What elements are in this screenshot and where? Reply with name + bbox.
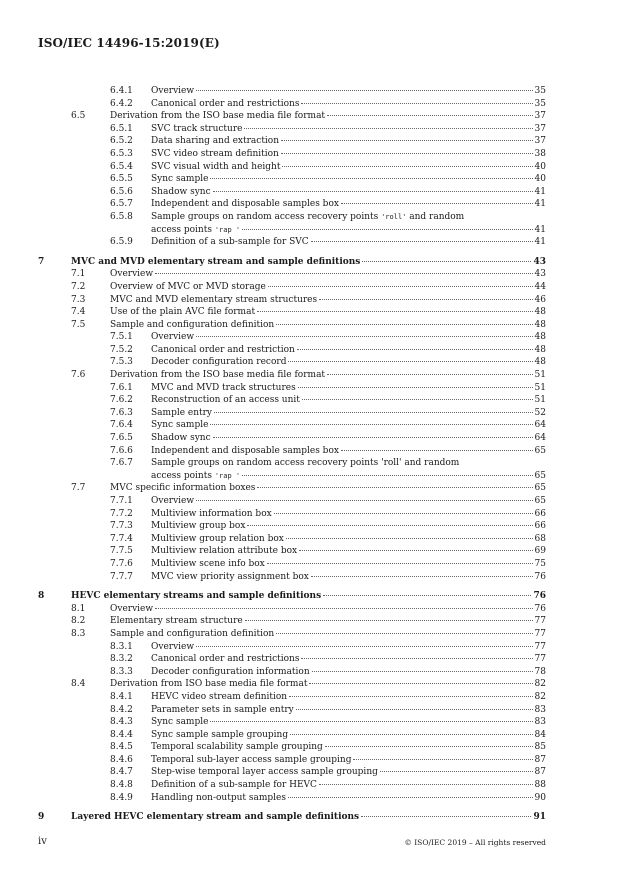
toc-entry-page: 37 bbox=[534, 111, 546, 122]
toc-entry-page: 76 bbox=[533, 591, 546, 602]
leader-dots bbox=[325, 746, 533, 747]
toc-entry-number: 7.5.1 bbox=[110, 332, 133, 343]
toc-entry[interactable] bbox=[38, 766, 546, 779]
toc-entry-number: 7.2 bbox=[71, 281, 86, 292]
leader-dots bbox=[196, 336, 532, 337]
toc-entry-title: Shadow sync bbox=[151, 433, 211, 444]
toc-entry-page: 85 bbox=[534, 742, 546, 753]
toc-entry-number: 8.4.3 bbox=[110, 717, 133, 728]
toc-entry-title-cont: access points bbox=[151, 224, 215, 235]
leader-dots bbox=[309, 683, 532, 684]
toc-entry-title: Reconstruction of an access unit bbox=[151, 395, 300, 406]
toc-entry-number: 7.7.5 bbox=[110, 546, 133, 557]
page-number: iv bbox=[38, 836, 47, 847]
toc-entry[interactable] bbox=[38, 603, 546, 616]
toc-entry[interactable] bbox=[38, 198, 546, 211]
leader-dots bbox=[257, 487, 532, 488]
toc-entry-page: 83 bbox=[534, 717, 546, 728]
toc-entry-page: 64 bbox=[534, 420, 546, 431]
toc-entry-number: 7.6.1 bbox=[110, 382, 133, 393]
toc-entry-page: 65 bbox=[534, 445, 546, 456]
toc-entry-page: 75 bbox=[534, 558, 546, 569]
leader-dots bbox=[361, 816, 531, 817]
leader-dots bbox=[288, 361, 532, 362]
toc-entry-number: 7.6.4 bbox=[110, 420, 133, 431]
leader-dots bbox=[245, 620, 533, 621]
toc-entry-title: Layered HEVC elementary stream and sample definitions bbox=[71, 812, 360, 823]
toc-entry-number: 8.4.7 bbox=[110, 767, 133, 778]
leader-dots bbox=[311, 576, 533, 577]
toc-entry-title: Multiview scene info box bbox=[151, 558, 265, 569]
toc-entry-title: Decoder configuration record bbox=[151, 357, 287, 368]
toc-entry-title: MVC and MVD elementary stream structures bbox=[110, 294, 318, 305]
leader-dots bbox=[380, 771, 533, 772]
toc-entry[interactable] bbox=[38, 628, 546, 641]
leader-dots bbox=[213, 437, 533, 438]
leader-dots bbox=[323, 595, 531, 596]
toc-entry-page: 37 bbox=[534, 136, 546, 147]
leader-dots bbox=[210, 424, 532, 425]
toc-entry[interactable] bbox=[38, 482, 546, 495]
toc-entry-number: 7.6.5 bbox=[110, 433, 133, 444]
toc-entry[interactable] bbox=[38, 641, 546, 654]
toc-entry-page: 78 bbox=[534, 666, 546, 677]
toc-entry-title: Overview bbox=[151, 641, 195, 652]
toc-entry-title: Sync sample bbox=[151, 717, 209, 728]
toc-entry[interactable] bbox=[38, 110, 546, 123]
toc-entry[interactable] bbox=[38, 653, 546, 666]
toc-entry-page: 51 bbox=[534, 395, 546, 406]
table-of-contents bbox=[38, 85, 546, 824]
toc-entry-title: SVC track structure bbox=[151, 123, 243, 134]
toc-entry[interactable] bbox=[38, 369, 546, 382]
toc-entry[interactable] bbox=[38, 211, 546, 236]
toc-entry-page: 46 bbox=[534, 294, 546, 305]
toc-entry[interactable] bbox=[38, 173, 546, 186]
toc-entry[interactable] bbox=[38, 186, 546, 199]
toc-entry-page: 69 bbox=[534, 546, 546, 557]
toc-entry-title: Sample and configuration definition bbox=[110, 628, 275, 639]
toc-entry-number: 7.6.3 bbox=[110, 407, 133, 418]
toc-entry-title: Independent and disposable samples box bbox=[151, 445, 339, 456]
toc-entry-page: 84 bbox=[534, 729, 546, 740]
toc-entry-number: 7.7.6 bbox=[110, 558, 133, 569]
leader-dots bbox=[289, 696, 532, 697]
toc-entry-number: 7.7.3 bbox=[110, 521, 133, 532]
toc-entry-number: 6.5.5 bbox=[110, 174, 133, 185]
leader-dots bbox=[210, 721, 532, 722]
toc-entry-number: 7.6.6 bbox=[110, 445, 133, 456]
leader-dots bbox=[242, 475, 532, 476]
toc-entry-number: 6.5.1 bbox=[110, 123, 133, 134]
leader-dots bbox=[286, 538, 533, 539]
toc-entry-page: 51 bbox=[534, 370, 546, 381]
toc-entry-title: Canonical order and restrictions bbox=[151, 654, 300, 665]
toc-entry-number: 9 bbox=[38, 812, 45, 823]
toc-entry-title: Parameter sets in sample entry bbox=[151, 704, 294, 715]
leader-dots bbox=[327, 115, 533, 116]
leader-dots bbox=[242, 229, 532, 230]
toc-entry[interactable] bbox=[38, 135, 546, 148]
toc-entry-page: 77 bbox=[534, 628, 546, 639]
leader-dots bbox=[353, 759, 532, 760]
toc-entry[interactable] bbox=[38, 678, 546, 691]
toc-entry-page: 44 bbox=[534, 281, 546, 292]
toc-entry-number: 6.5.8 bbox=[110, 211, 133, 222]
toc-entry-title: Temporal scalability sample grouping bbox=[151, 742, 323, 753]
toc-entry-page: 90 bbox=[534, 792, 546, 803]
toc-entry-page: 38 bbox=[534, 148, 546, 159]
toc-entry[interactable] bbox=[38, 281, 546, 294]
toc-entry-number: 6.5.2 bbox=[110, 136, 133, 147]
toc-entry-title: Sync sample bbox=[151, 174, 209, 185]
document-header: ISO/IEC 14496-15:2019(E) bbox=[38, 36, 220, 50]
toc-entry-title: Definition of a sub-sample for HEVC bbox=[151, 780, 317, 791]
toc-entry-number: 8.3.3 bbox=[110, 666, 133, 677]
toc-entry-number: 8.4 bbox=[71, 679, 86, 690]
leader-dots bbox=[257, 311, 532, 312]
toc-entry-page: 82 bbox=[534, 691, 546, 702]
toc-entry-title: Multiview information box bbox=[151, 508, 272, 519]
toc-entry-title: MVC view priority assignment box bbox=[151, 571, 309, 582]
toc-entry-title: SVC visual width and height bbox=[151, 161, 281, 172]
toc-entry[interactable] bbox=[38, 716, 546, 729]
leader-dots bbox=[196, 90, 532, 91]
toc-entry-title: Shadow sync bbox=[151, 186, 211, 197]
toc-entry-page: 91 bbox=[533, 812, 546, 823]
toc-entry-number: 8.3.2 bbox=[110, 654, 133, 665]
leader-dots bbox=[155, 608, 532, 609]
toc-entry-page: 40 bbox=[534, 161, 546, 172]
leader-dots bbox=[155, 273, 532, 274]
toc-entry-number: 6.5.3 bbox=[110, 148, 133, 159]
toc-entry-page: 87 bbox=[534, 754, 546, 765]
leader-dots bbox=[210, 178, 532, 179]
toc-entry-title: Definition of a sub-sample for SVC bbox=[151, 237, 309, 248]
toc-entry-title-part: and random bbox=[406, 211, 465, 222]
toc-entry[interactable] bbox=[38, 520, 546, 533]
toc-entry-title: Canonical order and restrictions bbox=[151, 98, 300, 109]
leader-dots bbox=[276, 633, 532, 634]
toc-entry-title: Decoder configuration information bbox=[151, 666, 310, 677]
toc-entry-page: 35 bbox=[534, 98, 546, 109]
toc-entry[interactable] bbox=[38, 545, 546, 558]
toc-entry[interactable] bbox=[38, 407, 546, 420]
toc-entry-title: Sample entry bbox=[151, 407, 213, 418]
toc-entry-page: 65 bbox=[534, 483, 546, 494]
toc-entry-page: 48 bbox=[534, 319, 546, 330]
toc-entry-page: 76 bbox=[534, 571, 546, 582]
toc-entry-number: 7.7.1 bbox=[110, 496, 133, 506]
toc-entry[interactable] bbox=[38, 558, 546, 571]
toc-entry-number: 8.4.6 bbox=[110, 754, 133, 765]
toc-entry-title: Temporal sub-layer access sample grouping bbox=[151, 754, 352, 765]
toc-entry-number: 7.7 bbox=[71, 483, 86, 494]
toc-entry[interactable] bbox=[38, 508, 546, 521]
toc-entry-number: 7.6.7 bbox=[110, 458, 133, 469]
toc-entry-title: Canonical order and restriction bbox=[151, 344, 295, 355]
toc-entry-page: 51 bbox=[534, 382, 546, 393]
toc-entry[interactable] bbox=[38, 394, 546, 407]
toc-entry[interactable] bbox=[38, 666, 546, 679]
toc-entry[interactable] bbox=[38, 741, 546, 754]
toc-entry[interactable] bbox=[38, 356, 546, 369]
toc-entry-number: 6.5.9 bbox=[110, 237, 133, 248]
toc-entry[interactable] bbox=[38, 729, 546, 742]
toc-entry-number: 7.4 bbox=[71, 307, 86, 318]
leader-dots bbox=[268, 286, 533, 287]
toc-entry[interactable] bbox=[38, 533, 546, 546]
toc-entry[interactable] bbox=[38, 457, 546, 482]
toc-entry-page: 37 bbox=[534, 123, 546, 134]
toc-entry-number: 8 bbox=[38, 591, 45, 602]
toc-entry-title: Sample and configuration definition bbox=[110, 319, 275, 330]
toc-entry-page: 41 bbox=[534, 237, 546, 248]
toc-entry[interactable] bbox=[38, 495, 546, 508]
toc-entry-number: 8.4.8 bbox=[110, 780, 133, 791]
toc-entry-page: 65 bbox=[534, 496, 546, 506]
leader-dots bbox=[274, 513, 533, 514]
toc-entry[interactable] bbox=[38, 432, 546, 445]
toc-entry-number: 7.7.7 bbox=[110, 571, 133, 582]
toc-entry-number: 7.6 bbox=[71, 370, 86, 381]
leader-dots bbox=[301, 658, 532, 659]
toc-entry-number: 7.5 bbox=[71, 319, 86, 330]
toc-entry[interactable] bbox=[38, 98, 546, 111]
leader-dots bbox=[290, 734, 532, 735]
leader-dots bbox=[276, 324, 532, 325]
toc-entry-title: Handling non-output samples bbox=[151, 792, 286, 803]
toc-entry-number: 8.4.1 bbox=[110, 691, 133, 702]
leader-dots bbox=[362, 261, 531, 262]
toc-entry[interactable] bbox=[38, 344, 546, 357]
toc-entry-title: Overview bbox=[110, 603, 154, 614]
leader-dots bbox=[296, 709, 533, 710]
toc-entry[interactable] bbox=[38, 445, 546, 458]
toc-entry-title: Overview bbox=[110, 269, 154, 280]
toc-entry-number: 7.7.2 bbox=[110, 508, 133, 519]
toc-entry-title: Overview of MVC or MVD storage bbox=[110, 281, 266, 292]
toc-entry-number: 7.6.2 bbox=[110, 395, 133, 406]
toc-entry[interactable] bbox=[38, 256, 546, 269]
leader-dots bbox=[281, 140, 533, 141]
toc-entry-title: MVC and MVD track structures bbox=[151, 382, 296, 393]
toc-entry[interactable] bbox=[38, 382, 546, 395]
toc-entry-page: 68 bbox=[534, 533, 546, 544]
toc-entry-title: Sync sample sample grouping bbox=[151, 729, 289, 740]
toc-entry-page: 48 bbox=[534, 332, 546, 343]
toc-entry[interactable] bbox=[38, 811, 546, 824]
toc-entry-number: 7.5.3 bbox=[110, 357, 133, 368]
toc-entry-number: 6.5.6 bbox=[110, 186, 133, 197]
toc-entry-page: 66 bbox=[534, 508, 546, 519]
toc-entry-page: 48 bbox=[534, 344, 546, 355]
toc-entry[interactable] bbox=[38, 571, 546, 584]
toc-entry-number: 7.5.2 bbox=[110, 344, 133, 355]
toc-entry-title: Derivation from the ISO base media file format bbox=[110, 370, 326, 381]
toc-entry-page: 77 bbox=[534, 641, 546, 652]
toc-entry-title: Data sharing and extraction bbox=[151, 136, 280, 147]
toc-entry[interactable] bbox=[38, 85, 546, 98]
toc-entry-title: MVC and MVD elementary stream and sample definitions bbox=[71, 256, 361, 267]
toc-entry[interactable] bbox=[38, 319, 546, 332]
toc-entry[interactable] bbox=[38, 615, 546, 628]
leader-dots bbox=[302, 399, 533, 400]
toc-entry-page: 76 bbox=[534, 603, 546, 614]
toc-entry-title: Independent and disposable samples box bbox=[151, 199, 339, 210]
toc-entry-title: Overview bbox=[151, 332, 195, 343]
leader-dots bbox=[267, 563, 533, 564]
toc-entry-number: 8.1 bbox=[71, 603, 86, 614]
toc-entry-title: Sample groups on random access recovery points 'roll' and random bbox=[151, 458, 460, 469]
toc-entry[interactable] bbox=[38, 236, 546, 249]
toc-entry-page: 41 bbox=[534, 199, 546, 210]
toc-entry[interactable] bbox=[38, 590, 546, 603]
toc-entry-title: Overview bbox=[151, 86, 195, 96]
toc-entry-number: 8.3.1 bbox=[110, 641, 133, 652]
toc-entry-title: Multiview relation attribute box bbox=[151, 546, 298, 557]
toc-entry-page: 48 bbox=[534, 307, 546, 318]
toc-entry-title: Derivation from ISO base media file format bbox=[110, 679, 308, 690]
leader-dots bbox=[247, 525, 532, 526]
leader-dots bbox=[214, 412, 533, 413]
toc-entry-number: 8.4.4 bbox=[110, 729, 133, 740]
toc-entry[interactable] bbox=[38, 306, 546, 319]
toc-entry[interactable] bbox=[38, 294, 546, 307]
toc-entry-page: 64 bbox=[534, 433, 546, 444]
toc-entry-title: Sample groups on random access recovery points bbox=[151, 211, 382, 222]
toc-entry-title: HEVC video stream definition bbox=[151, 691, 288, 702]
toc-entry-number: 6.5.4 bbox=[110, 161, 133, 172]
toc-entry-page: 65 bbox=[534, 470, 546, 481]
toc-entry-page: 83 bbox=[534, 704, 546, 715]
toc-entry-number: 8.4.5 bbox=[110, 742, 133, 753]
toc-entry-title: HEVC elementary streams and sample definitions bbox=[71, 591, 322, 602]
toc-entry-page: 43 bbox=[534, 269, 546, 280]
leader-dots bbox=[341, 450, 533, 451]
leader-dots bbox=[301, 103, 532, 104]
toc-entry-title: MVC specific information boxes bbox=[110, 483, 256, 494]
toc-entry-page: 35 bbox=[534, 86, 546, 96]
toc-entry-number: 7 bbox=[38, 256, 45, 267]
toc-entry-title: Use of the plain AVC file format bbox=[110, 307, 256, 318]
toc-entry-number: 8.2 bbox=[71, 616, 86, 627]
toc-entry[interactable] bbox=[38, 161, 546, 174]
leader-dots bbox=[298, 387, 533, 388]
toc-entry-number: 8.4.2 bbox=[110, 704, 133, 715]
leader-dots bbox=[299, 550, 532, 551]
toc-entry-page: 87 bbox=[534, 767, 546, 778]
toc-entry-number: 6.5 bbox=[71, 111, 86, 122]
toc-entry[interactable] bbox=[38, 331, 546, 344]
toc-entry-page: 66 bbox=[534, 521, 546, 532]
toc-entry-page: 40 bbox=[534, 174, 546, 185]
toc-entry-page: 77 bbox=[534, 616, 546, 627]
copyright-notice: © ISO/IEC 2019 – All rights reserved bbox=[404, 838, 546, 847]
toc-entry-page: 52 bbox=[534, 407, 546, 418]
leader-dots bbox=[341, 203, 533, 204]
leader-dots bbox=[282, 166, 532, 167]
leader-dots bbox=[312, 671, 533, 672]
leader-dots bbox=[319, 784, 533, 785]
toc-entry[interactable] bbox=[38, 268, 546, 281]
toc-entry-title: Overview bbox=[151, 496, 195, 506]
toc-entry-number: 7.7.4 bbox=[110, 533, 133, 544]
toc-entry-title: Derivation from the ISO base media file format bbox=[110, 111, 326, 122]
leader-dots bbox=[281, 153, 533, 154]
toc-entry-number: 8.3 bbox=[71, 628, 86, 639]
toc-entry-page: 43 bbox=[533, 256, 546, 267]
toc-entry-page: 77 bbox=[534, 654, 546, 665]
toc-entry[interactable] bbox=[38, 148, 546, 161]
toc-entry-title: Step-wise temporal layer access sample grouping bbox=[151, 767, 378, 778]
toc-entry-title: SVC video stream definition bbox=[151, 148, 279, 159]
toc-entry-page: 41 bbox=[534, 186, 546, 197]
leader-dots bbox=[213, 191, 533, 192]
leader-dots bbox=[288, 797, 533, 798]
toc-entry-number: 8.4.9 bbox=[110, 792, 133, 803]
toc-entry-page: 48 bbox=[534, 357, 546, 368]
leader-dots bbox=[196, 500, 532, 501]
toc-entry-title: Sync sample bbox=[151, 420, 209, 431]
leader-dots bbox=[244, 128, 532, 129]
leader-dots bbox=[196, 646, 532, 647]
toc-entry-page: 88 bbox=[534, 780, 546, 791]
leader-dots bbox=[297, 349, 533, 350]
toc-entry-number: 6.4.1 bbox=[110, 86, 133, 96]
toc-entry[interactable] bbox=[38, 419, 546, 432]
code-literal: 'rap ' bbox=[214, 225, 241, 234]
code-literal: 'rap ' bbox=[214, 471, 241, 480]
toc-entry-page: 41 bbox=[534, 224, 546, 235]
toc-entry-title: Elementary stream structure bbox=[110, 616, 243, 627]
toc-entry-number: 7.1 bbox=[71, 269, 86, 280]
toc-entry[interactable] bbox=[38, 779, 546, 792]
leader-dots bbox=[311, 241, 533, 242]
toc-entry-title: Multiview group box bbox=[151, 521, 246, 532]
toc-entry[interactable] bbox=[38, 792, 546, 805]
toc-entry-title: Multiview group relation box bbox=[151, 533, 284, 544]
toc-entry[interactable] bbox=[38, 754, 546, 767]
toc-entry-number: 7.3 bbox=[71, 294, 86, 305]
leader-dots bbox=[319, 299, 532, 300]
code-literal: 'roll' bbox=[381, 212, 407, 221]
toc-entry[interactable] bbox=[38, 123, 546, 136]
toc-entry-number: 6.5.7 bbox=[110, 199, 133, 210]
leader-dots bbox=[327, 374, 533, 375]
toc-entry-page: 82 bbox=[534, 679, 546, 690]
toc-entry[interactable] bbox=[38, 691, 546, 704]
toc-entry-number: 6.4.2 bbox=[110, 98, 133, 109]
toc-entry-title-cont: access points bbox=[151, 470, 215, 481]
toc-entry[interactable] bbox=[38, 704, 546, 717]
